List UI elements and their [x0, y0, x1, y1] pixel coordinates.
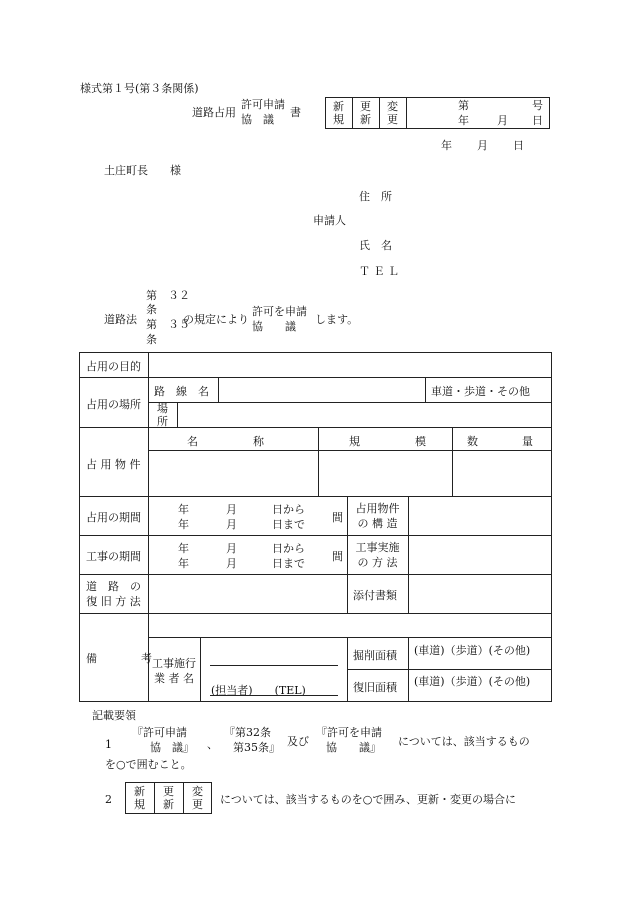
- structure-label: 占用物件 の 構 造: [355, 502, 400, 530]
- work-to-day: 日まで: [272, 557, 305, 570]
- type-new[interactable]: 新 規: [333, 100, 344, 126]
- box-day: 日: [532, 114, 543, 127]
- statement-opt-consult: 協 議: [252, 320, 296, 333]
- object-scale-field[interactable]: [320, 452, 450, 494]
- note2-tail: については、該当するものを○で囲み、更新・変更の場合に: [220, 793, 517, 806]
- address-label: 住 所: [359, 190, 392, 203]
- work-ma: 間: [332, 550, 343, 563]
- restore-label: 道 路 の 復 旧 方 法: [86, 580, 141, 608]
- date-year: 年: [441, 139, 452, 152]
- period-to-year: 年: [178, 518, 189, 531]
- object-scale-header: 規 模: [349, 435, 426, 448]
- restored-area-options[interactable]: (車道)（歩道）(その他): [414, 675, 531, 688]
- period-ma: 間: [332, 511, 343, 524]
- contractor-label: 工事施行 業 者 名: [152, 657, 196, 685]
- work-period-label: 工事の期間: [86, 550, 141, 563]
- work-to-month: 月: [226, 557, 237, 570]
- location-label: 場 所: [157, 402, 168, 428]
- work-from-month: 月: [226, 542, 237, 555]
- note2-new: 新 規: [134, 785, 145, 811]
- place-label: 占用の場所: [86, 398, 141, 411]
- statement-end: します。: [315, 313, 359, 326]
- location-field[interactable]: [179, 404, 550, 425]
- contractor-person: (担当者) (TEL): [211, 684, 306, 697]
- restore-field[interactable]: [150, 576, 345, 611]
- type-change[interactable]: 変 更: [387, 100, 398, 126]
- form-number: 様式第１号(第３条関係): [80, 82, 199, 95]
- statement-art32-jo: 条: [146, 303, 157, 316]
- statement-art35: 第 ３５: [146, 318, 190, 331]
- restored-area-label: 復旧面積: [353, 681, 397, 694]
- object-label: 占 用 物 件: [86, 458, 141, 471]
- attach-field[interactable]: [410, 576, 550, 611]
- period-to-day: 日まで: [272, 518, 305, 531]
- object-qty-header: 数 量: [467, 435, 533, 448]
- statement-mid: の規定により: [183, 313, 249, 326]
- statement-opt-permit: 許可を申請: [252, 305, 307, 318]
- tel-label: Ｔ Ｅ Ｌ: [359, 265, 399, 278]
- work-from-year: 年: [178, 542, 189, 555]
- period-from-month: 月: [226, 503, 237, 516]
- contractor-person-line: [210, 695, 338, 696]
- contractor-name-field[interactable]: [210, 645, 338, 664]
- note1-quote3-a: 『許可を申請: [316, 726, 382, 739]
- period-from-day: 日から: [272, 503, 305, 516]
- note1-quote2-a: 『第32条: [224, 726, 271, 739]
- statement-art32: 第 ３２: [146, 289, 190, 302]
- route-name-label: 路 線 名: [154, 385, 209, 398]
- title-suffix: 書: [290, 106, 301, 119]
- route-name-field[interactable]: [220, 379, 423, 400]
- title-option-permit: 許可申請: [241, 98, 285, 111]
- title-option-consult: 協 議: [241, 113, 274, 126]
- date-month: 月: [477, 139, 488, 152]
- object-name-field[interactable]: [150, 452, 316, 494]
- date-day: 日: [513, 139, 524, 152]
- note2-number: 2: [105, 793, 112, 806]
- box-month: 月: [497, 114, 508, 127]
- notes-heading: 記載要領: [92, 709, 136, 722]
- name-label: 氏 名: [359, 239, 392, 252]
- box-year: 年: [458, 114, 469, 127]
- work-to-year: 年: [178, 557, 189, 570]
- note1-quote1-a: 『許可申請: [132, 726, 187, 739]
- note1-line2: を○で囲むこと。: [105, 758, 192, 771]
- structure-field[interactable]: [410, 498, 550, 533]
- purpose-field[interactable]: [150, 354, 550, 376]
- note1-quote2-b: 第35条』: [233, 741, 280, 754]
- number-dai: 第: [458, 99, 469, 112]
- note1-sep: 、: [207, 738, 218, 751]
- work-from-day: 日から: [272, 542, 305, 555]
- note1-quote1-b: 協 議』: [150, 741, 194, 754]
- remarks-field[interactable]: [150, 615, 550, 636]
- title-prefix: 道路占用: [192, 106, 236, 119]
- note1-number: 1: [105, 738, 112, 751]
- remarks-label: 備 考: [86, 652, 152, 665]
- statement-law: 道路法: [104, 313, 137, 326]
- note2-change: 変 更: [192, 785, 203, 811]
- contractor-name-line: [210, 665, 338, 666]
- excavation-options[interactable]: (車道)（歩道）(その他): [414, 644, 531, 657]
- statement-art35-jo: 条: [146, 333, 157, 346]
- note1-tail: については、該当するもの: [398, 735, 530, 748]
- note1-and: 及び: [287, 735, 309, 748]
- method-label: 工事実施 の 方 法: [355, 541, 400, 569]
- note1-quote3-b: 協 議』: [326, 741, 381, 754]
- object-qty-field[interactable]: [454, 452, 550, 494]
- attach-label: 添付書類: [353, 589, 397, 602]
- type-renew[interactable]: 更 新: [360, 100, 371, 126]
- excavation-label: 掘削面積: [353, 649, 397, 662]
- period-to-month: 月: [226, 518, 237, 531]
- object-name-header: 名 称: [187, 435, 264, 448]
- purpose-label: 占用の目的: [86, 360, 141, 373]
- period-label: 占用の期間: [86, 511, 141, 524]
- note2-renew: 更 新: [163, 785, 174, 811]
- road-type-options[interactable]: 車道・歩道・その他: [431, 385, 530, 398]
- number-go: 号: [532, 99, 543, 112]
- applicant-label: 申請人: [313, 214, 346, 227]
- addressee: 土庄町長 様: [104, 164, 181, 177]
- method-field[interactable]: [410, 537, 550, 572]
- period-from-year: 年: [178, 503, 189, 516]
